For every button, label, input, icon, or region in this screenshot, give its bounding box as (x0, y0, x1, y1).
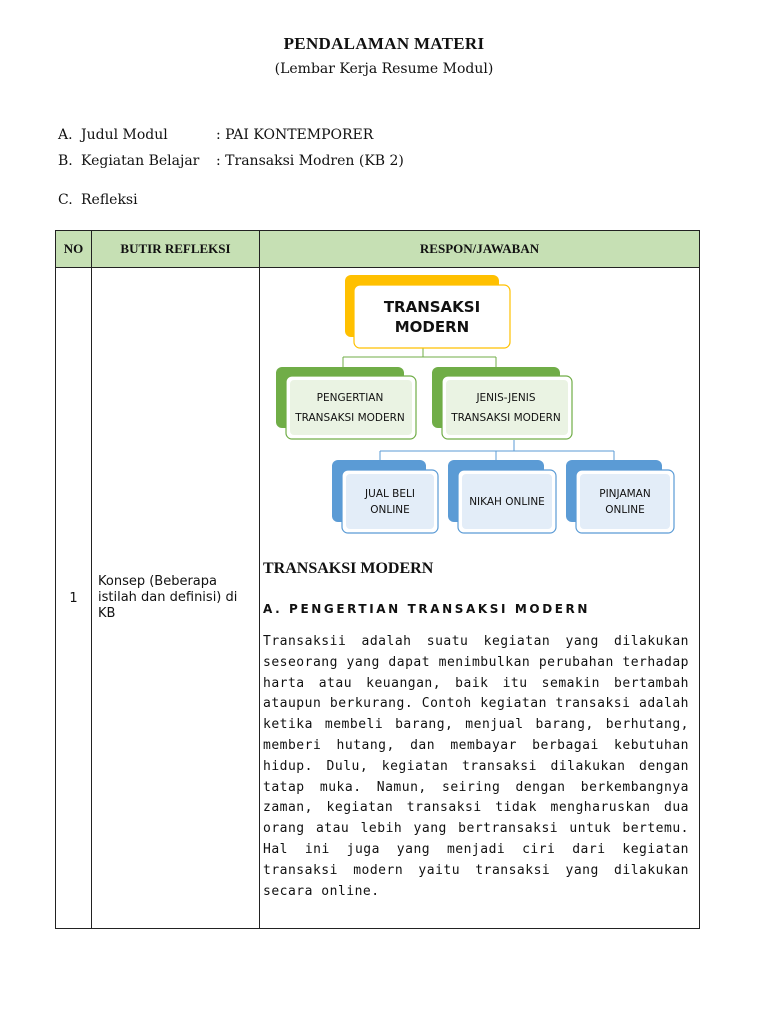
diagram-connectors-top (343, 348, 496, 367)
pengertian-label-2: TRANSAKSI MODERN (295, 412, 405, 424)
jual-beli-label-2: ONLINE (370, 504, 410, 516)
meta-kegiatan-belajar (58, 153, 404, 169)
jenis-label-1: JENIS-JENIS (476, 392, 536, 404)
definition-paragraph: Transaksii adalah suatu kegiatan yang dilakukan seseorang yang dapat menimbulkan perubahan terhadap harta atau keuangan, baik itu semakin bertambah ataupun berkurang. Contoh kegiatan transaksi adalah ketika membeli barang, menjual barang, berhutang, memberi hutang, dan membayar berbagai kebutuhan hidup. Dulu, kegiatan transaksi dilakukan dengan tatap muka. Namun, seiring dengan berkembangnya zaman, kegiatan transaksi tidak mengharuskan dua orang atau lebih yang bertransaksi untuk bertemu. Hal ini juga yang menjadi ciri dari kegiatan transaksi modern yaitu transaksi yang dilakukan secara online. (263, 634, 689, 899)
root-label-1: TRANSAKSI (383, 298, 481, 316)
header-respon: RESPON/JAWABAN (260, 231, 700, 268)
diagram-jual-beli-node (332, 460, 438, 533)
pinjaman-label-1: PINJAMAN (599, 488, 651, 500)
diagram-nikah-node (448, 460, 556, 533)
section-heading: TRANSAKSI MODERN (263, 560, 434, 577)
jenis-label-2: TRANSAKSI MODERN (451, 412, 561, 424)
header-no: NO (56, 231, 92, 268)
meta-c-label: Refleksi (81, 192, 138, 208)
jual-beli-label-1: JUAL BELI (365, 488, 415, 500)
pinjaman-label-2: ONLINE (605, 504, 645, 516)
row-respon (260, 268, 700, 929)
reflection-table (55, 230, 700, 929)
nikah-label: NIKAH ONLINE (469, 496, 545, 508)
diagram-connectors-bottom (380, 440, 614, 460)
pengertian-label-1: PENGERTIAN (316, 392, 384, 404)
meta-a-sep: : (216, 127, 221, 143)
diagram-jenis-node (432, 367, 572, 439)
meta-judul-modul (58, 127, 373, 143)
concept-diagram (260, 268, 698, 553)
diagram-pinjaman-node (566, 460, 674, 533)
section-subheading: A. PENGERTIAN TRANSAKSI MODERN (263, 602, 591, 616)
table-row (56, 268, 700, 929)
meta-c-key: C. (58, 192, 73, 208)
row-no: 1 (56, 268, 92, 929)
meta-refleksi (58, 192, 138, 208)
root-label-2: MODERN (394, 318, 470, 336)
meta-a-label: Judul Modul (81, 127, 168, 143)
row-butir: Konsep (Beberapa istilah dan definisi) di KB (92, 268, 260, 929)
meta-a-value: PAI KONTEMPORER (225, 127, 374, 143)
document-title: PENDALAMAN MATERI (283, 34, 485, 53)
header-butir: BUTIR REFLEKSI (92, 231, 260, 268)
meta-b-key: B. (58, 153, 73, 169)
meta-b-sep: : (216, 153, 221, 169)
meta-b-label: Kegiatan Belajar (81, 153, 200, 169)
meta-a-key: A. (58, 127, 73, 143)
diagram-root-node (345, 275, 510, 348)
meta-b-value: Transaksi Modren (KB 2) (225, 153, 404, 169)
diagram-pengertian-node (276, 367, 416, 439)
table-header-row (56, 231, 700, 268)
document-subtitle: (Lembar Kerja Resume Modul) (274, 61, 494, 77)
